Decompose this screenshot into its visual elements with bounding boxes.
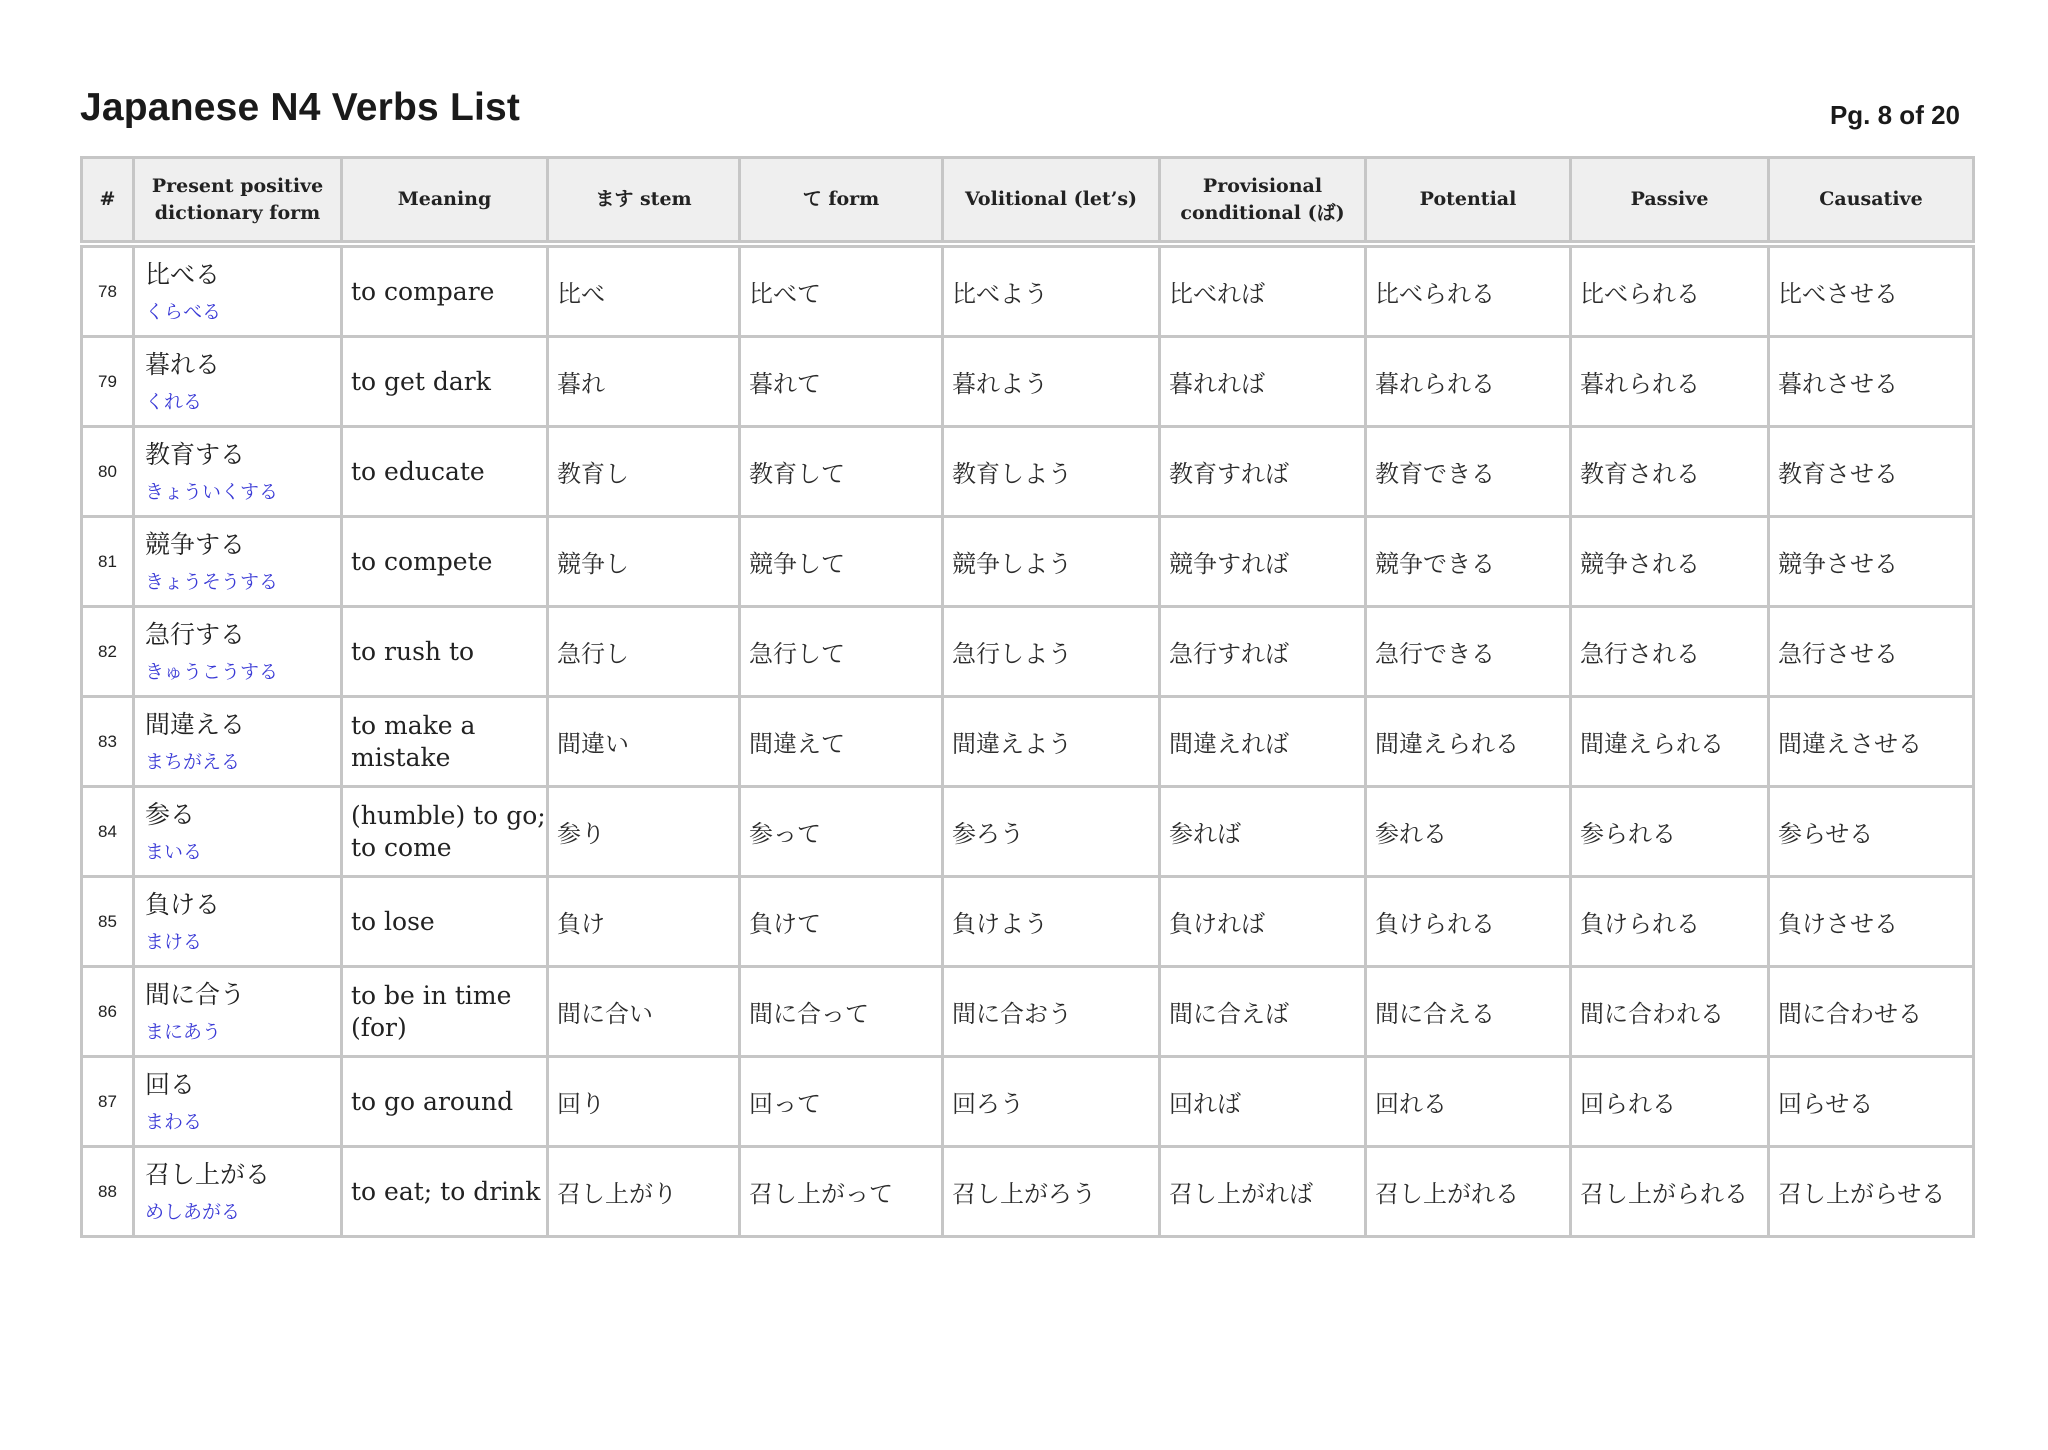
causative-form-cell: 間に合わせる xyxy=(1769,967,1974,1057)
meaning-cell: (humble) to go; to come xyxy=(342,787,548,877)
row-number: 79 xyxy=(82,337,134,427)
row-number: 85 xyxy=(82,877,134,967)
te-form-cell: 教育して xyxy=(740,427,943,517)
dictionary-form-reading: きょうそうする xyxy=(145,570,279,593)
potential-form-cell: 間に合える xyxy=(1366,967,1571,1057)
meaning-cell: to lose xyxy=(342,877,548,967)
volitional-form-cell: 参ろう xyxy=(943,787,1160,877)
meaning-cell: to get dark xyxy=(342,337,548,427)
masu-form-cell: 比べ xyxy=(548,247,740,337)
provisional-form-cell: 回れば xyxy=(1160,1057,1366,1147)
dictionary-form-kanji: 暮れる xyxy=(145,349,221,379)
dictionary-form-cell xyxy=(134,517,342,607)
meaning-cell: to go around xyxy=(342,1057,548,1147)
volitional-form-cell: 競争しよう xyxy=(943,517,1160,607)
col-header-potential: Potential xyxy=(1366,158,1571,242)
potential-form-cell: 負けられる xyxy=(1366,877,1571,967)
col-header-dictionary-form: Present positive dictionary form xyxy=(134,158,342,242)
masu-form-cell: 教育し xyxy=(548,427,740,517)
te-form-cell: 間に合って xyxy=(740,967,943,1057)
provisional-form-cell: 比べれば xyxy=(1160,247,1366,337)
masu-form-cell: 召し上がり xyxy=(548,1147,740,1237)
dictionary-form-reading: まける xyxy=(145,930,203,953)
row-number: 83 xyxy=(82,697,134,787)
passive-form-cell: 間違えられる xyxy=(1571,697,1769,787)
passive-form-cell: 召し上がられる xyxy=(1571,1147,1769,1237)
passive-form-cell: 間に合われる xyxy=(1571,967,1769,1057)
row-number: 88 xyxy=(82,1147,134,1237)
dictionary-form-cell xyxy=(134,877,342,967)
causative-form-cell: 負けさせる xyxy=(1769,877,1974,967)
dictionary-form-reading: きゅうこうする xyxy=(145,660,279,683)
masu-form-cell: 間違い xyxy=(548,697,740,787)
passive-form-cell: 比べられる xyxy=(1571,247,1769,337)
passive-form-cell: 競争される xyxy=(1571,517,1769,607)
te-form-cell: 参って xyxy=(740,787,943,877)
dictionary-form-reading: まちがえる xyxy=(145,750,241,773)
volitional-form-cell: 召し上がろう xyxy=(943,1147,1160,1237)
dictionary-form-cell xyxy=(134,1147,342,1237)
table-row xyxy=(82,967,1974,1057)
passive-form-cell: 暮れられる xyxy=(1571,337,1769,427)
te-form-cell: 比べて xyxy=(740,247,943,337)
table-row xyxy=(82,247,1974,337)
potential-form-cell: 間違えられる xyxy=(1366,697,1571,787)
row-number: 86 xyxy=(82,967,134,1057)
dictionary-form-cell xyxy=(134,1057,342,1147)
passive-form-cell: 負けられる xyxy=(1571,877,1769,967)
potential-form-cell: 召し上がれる xyxy=(1366,1147,1571,1237)
table-row xyxy=(82,877,1974,967)
te-form-cell: 暮れて xyxy=(740,337,943,427)
te-form-cell: 召し上がって xyxy=(740,1147,943,1237)
potential-form-cell: 回れる xyxy=(1366,1057,1571,1147)
passive-form-cell: 参られる xyxy=(1571,787,1769,877)
dictionary-form-reading: まいる xyxy=(145,840,203,863)
verbs-table xyxy=(80,156,1975,1238)
causative-form-cell: 競争させる xyxy=(1769,517,1974,607)
causative-form-cell: 急行させる xyxy=(1769,607,1974,697)
masu-form-cell: 競争し xyxy=(548,517,740,607)
passive-form-cell: 回られる xyxy=(1571,1057,1769,1147)
volitional-form-cell: 間に合おう xyxy=(943,967,1160,1057)
provisional-form-cell: 参れば xyxy=(1160,787,1366,877)
table-row xyxy=(82,607,1974,697)
col-header-passive: Passive xyxy=(1571,158,1769,242)
col-header-number: # xyxy=(82,158,134,242)
causative-form-cell: 参らせる xyxy=(1769,787,1974,877)
causative-form-cell: 比べさせる xyxy=(1769,247,1974,337)
col-header-masu-stem: ます stem xyxy=(548,158,740,242)
col-header-causative: Causative xyxy=(1769,158,1974,242)
te-form-cell: 競争して xyxy=(740,517,943,607)
dictionary-form-reading: きょういくする xyxy=(145,480,279,503)
provisional-form-cell: 間違えれば xyxy=(1160,697,1366,787)
table-row xyxy=(82,427,1974,517)
provisional-form-cell: 競争すれば xyxy=(1160,517,1366,607)
header-row xyxy=(82,158,1974,242)
dictionary-form-reading: くらべる xyxy=(145,300,222,323)
row-number: 80 xyxy=(82,427,134,517)
volitional-form-cell: 比べよう xyxy=(943,247,1160,337)
dictionary-form-reading: まわる xyxy=(145,1110,203,1133)
dictionary-form-cell xyxy=(134,247,342,337)
dictionary-form-cell xyxy=(134,607,342,697)
dictionary-form-kanji: 負ける xyxy=(145,889,221,919)
row-number: 81 xyxy=(82,517,134,607)
provisional-form-cell: 負ければ xyxy=(1160,877,1366,967)
table-row xyxy=(82,1057,1974,1147)
dictionary-form-kanji: 教育する xyxy=(145,439,246,469)
potential-form-cell: 競争できる xyxy=(1366,517,1571,607)
row-number: 82 xyxy=(82,607,134,697)
dictionary-form-kanji: 急行する xyxy=(145,619,246,649)
table-row xyxy=(82,1147,1974,1237)
provisional-form-cell: 教育すれば xyxy=(1160,427,1366,517)
row-number: 78 xyxy=(82,247,134,337)
dictionary-form-kanji: 回る xyxy=(145,1069,196,1099)
potential-form-cell: 参れる xyxy=(1366,787,1571,877)
dictionary-form-reading: くれる xyxy=(145,390,203,413)
dictionary-form-cell xyxy=(134,697,342,787)
volitional-form-cell: 間違えよう xyxy=(943,697,1160,787)
col-header-meaning: Meaning xyxy=(342,158,548,242)
te-form-cell: 間違えて xyxy=(740,697,943,787)
volitional-form-cell: 急行しよう xyxy=(943,607,1160,697)
dictionary-form-cell xyxy=(134,427,342,517)
potential-form-cell: 教育できる xyxy=(1366,427,1571,517)
masu-form-cell: 急行し xyxy=(548,607,740,697)
te-form-cell: 回って xyxy=(740,1057,943,1147)
meaning-cell: to rush to xyxy=(342,607,548,697)
row-number: 87 xyxy=(82,1057,134,1147)
dictionary-form-kanji: 召し上がる xyxy=(145,1159,271,1189)
dictionary-form-kanji: 間に合う xyxy=(145,979,246,1009)
passive-form-cell: 急行される xyxy=(1571,607,1769,697)
meaning-cell: to educate xyxy=(342,427,548,517)
table-row xyxy=(82,787,1974,877)
page-title: Japanese N4 Verbs List xyxy=(80,86,521,129)
volitional-form-cell: 回ろう xyxy=(943,1057,1160,1147)
masu-form-cell: 暮れ xyxy=(548,337,740,427)
dictionary-form-kanji: 参る xyxy=(145,799,196,829)
dictionary-form-kanji: 競争する xyxy=(145,529,246,559)
page-number: Pg. 8 of 20 xyxy=(1829,100,1960,130)
masu-form-cell: 参り xyxy=(548,787,740,877)
meaning-cell: to compare xyxy=(342,247,548,337)
provisional-form-cell: 暮れれば xyxy=(1160,337,1366,427)
volitional-form-cell: 負けよう xyxy=(943,877,1160,967)
causative-form-cell: 暮れさせる xyxy=(1769,337,1974,427)
table-row xyxy=(82,517,1974,607)
te-form-cell: 急行して xyxy=(740,607,943,697)
meaning-cell: to eat; to drink xyxy=(342,1147,548,1237)
passive-form-cell: 教育される xyxy=(1571,427,1769,517)
table-row xyxy=(82,697,1974,787)
dictionary-form-reading: めしあがる xyxy=(145,1200,241,1223)
row-number: 84 xyxy=(82,787,134,877)
te-form-cell: 負けて xyxy=(740,877,943,967)
dictionary-form-kanji: 比べる xyxy=(145,259,221,289)
masu-form-cell: 負け xyxy=(548,877,740,967)
table-row xyxy=(82,337,1974,427)
dictionary-form-cell xyxy=(134,787,342,877)
meaning-cell: to make a mistake xyxy=(342,697,548,787)
masu-form-cell: 回り xyxy=(548,1057,740,1147)
provisional-form-cell: 間に合えば xyxy=(1160,967,1366,1057)
dictionary-form-reading: まにあう xyxy=(145,1020,222,1043)
col-header-volitional: Volitional (let’s) xyxy=(943,158,1160,242)
causative-form-cell: 回らせる xyxy=(1769,1057,1974,1147)
causative-form-cell: 教育させる xyxy=(1769,427,1974,517)
provisional-form-cell: 召し上がれば xyxy=(1160,1147,1366,1237)
volitional-form-cell: 暮れよう xyxy=(943,337,1160,427)
col-header-provisional: Provisional conditional (ば) xyxy=(1160,158,1366,242)
potential-form-cell: 暮れられる xyxy=(1366,337,1571,427)
dictionary-form-cell xyxy=(134,337,342,427)
dictionary-form-cell xyxy=(134,967,342,1057)
col-header-te-form: て form xyxy=(740,158,943,242)
potential-form-cell: 比べられる xyxy=(1366,247,1571,337)
meaning-cell: to compete xyxy=(342,517,548,607)
causative-form-cell: 召し上がらせる xyxy=(1769,1147,1974,1237)
meaning-cell: to be in time (for) xyxy=(342,967,548,1057)
dictionary-form-kanji: 間違える xyxy=(145,709,246,739)
masu-form-cell: 間に合い xyxy=(548,967,740,1057)
causative-form-cell: 間違えさせる xyxy=(1769,697,1974,787)
potential-form-cell: 急行できる xyxy=(1366,607,1571,697)
provisional-form-cell: 急行すれば xyxy=(1160,607,1366,697)
volitional-form-cell: 教育しよう xyxy=(943,427,1160,517)
